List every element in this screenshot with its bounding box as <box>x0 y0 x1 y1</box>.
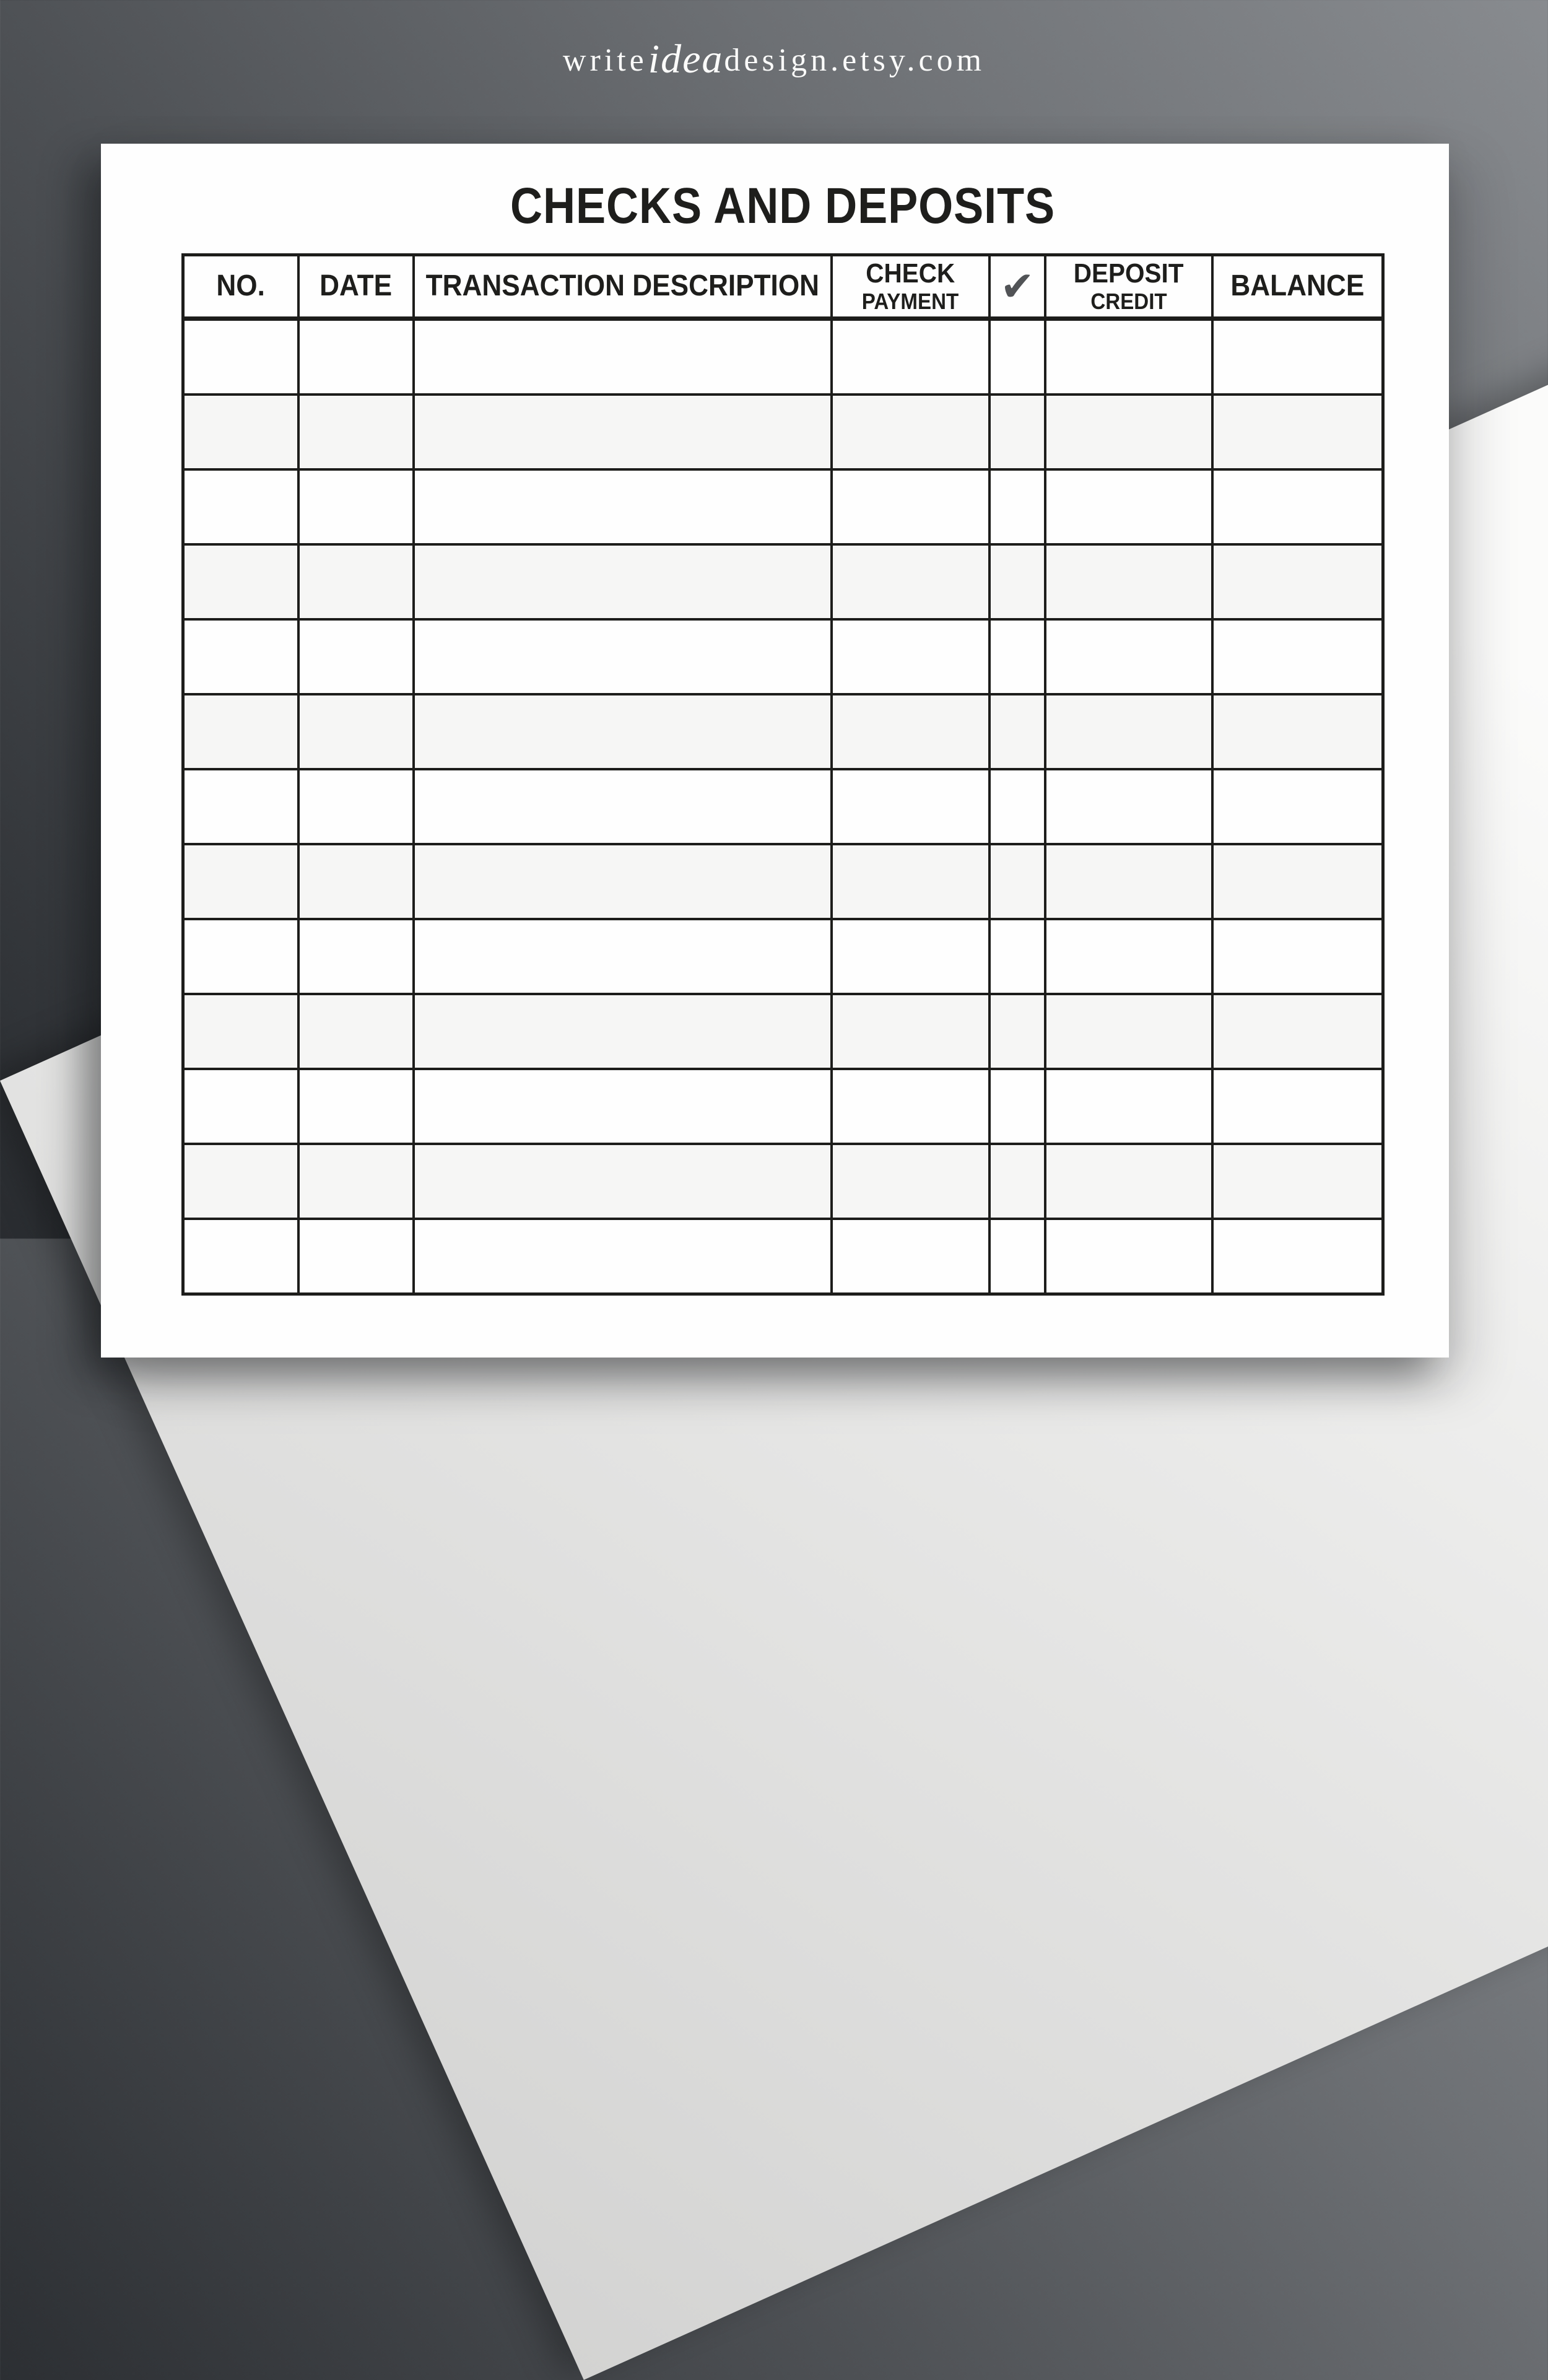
register-cell-deposit-credit <box>1046 471 1211 543</box>
register-cell-description <box>415 695 830 768</box>
register-cell-checkmark <box>991 1070 1044 1143</box>
column-header-no: NO. <box>185 256 297 318</box>
register-cell-check-payment <box>833 1145 988 1218</box>
watermark-script: idea <box>648 37 724 82</box>
register-cell-deposit-credit <box>1046 920 1211 993</box>
register-cell-date <box>300 1145 412 1218</box>
register-cell-description <box>415 396 830 468</box>
register-cell-checkmark <box>991 920 1044 993</box>
register-cell-date <box>300 546 412 618</box>
register-cell-date <box>300 770 412 843</box>
register-cell-deposit-credit <box>1046 845 1211 918</box>
register-cell-deposit-credit <box>1046 770 1211 843</box>
register-cell-description <box>415 770 830 843</box>
register-cell-check-payment <box>833 546 988 618</box>
register-cell-balance <box>1214 695 1381 768</box>
register-cell-balance <box>1214 396 1381 468</box>
register-cell-description <box>415 1220 830 1292</box>
register-cell-no <box>185 546 297 618</box>
register-cell-deposit-credit <box>1046 1145 1211 1218</box>
register-cell-date <box>300 1070 412 1143</box>
register-cell-no <box>185 396 297 468</box>
paper <box>101 144 1449 1358</box>
register-cell-checkmark <box>991 621 1044 693</box>
register-cell-check-payment <box>833 770 988 843</box>
register-cell-balance <box>1214 321 1381 393</box>
register-cell-description <box>415 995 830 1068</box>
register-cell-description <box>415 920 830 993</box>
register-cell-balance <box>1214 920 1381 993</box>
register-cell-deposit-credit <box>1046 1220 1211 1292</box>
register-cell-date <box>300 621 412 693</box>
register-cell-checkmark <box>991 546 1044 618</box>
register-cell-no <box>185 770 297 843</box>
register-cell-description <box>415 471 830 543</box>
watermark-prefix: write <box>562 43 648 78</box>
register-cell-description <box>415 321 830 393</box>
register-cell-checkmark <box>991 770 1044 843</box>
register-cell-check-payment <box>833 995 988 1068</box>
register-cell-deposit-credit <box>1046 1070 1211 1143</box>
register-cell-no <box>185 321 297 393</box>
watermark <box>0 37 1548 82</box>
register-cell-no <box>185 1145 297 1218</box>
column-header-deposit-credit: DEPOSIT CREDIT <box>1046 256 1211 318</box>
register-cell-no <box>185 1070 297 1143</box>
register-cell-no <box>185 920 297 993</box>
register-cell-description <box>415 845 830 918</box>
register-cell-date <box>300 1220 412 1292</box>
register-cell-checkmark <box>991 396 1044 468</box>
column-header-date: DATE <box>300 256 412 318</box>
register-cell-deposit-credit <box>1046 546 1211 618</box>
register-cell-checkmark <box>991 995 1044 1068</box>
register-cell-deposit-credit <box>1046 621 1211 693</box>
register-cell-no <box>185 621 297 693</box>
register-cell-date <box>300 471 412 543</box>
register-cell-balance <box>1214 621 1381 693</box>
register-cell-balance <box>1214 770 1381 843</box>
register-cell-balance <box>1214 546 1381 618</box>
register-cell-check-payment <box>833 845 988 918</box>
register-cell-balance <box>1214 845 1381 918</box>
register-cell-deposit-credit <box>1046 396 1211 468</box>
register-cell-description <box>415 621 830 693</box>
register-cell-no <box>185 845 297 918</box>
register-cell-no <box>185 471 297 543</box>
register-cell-check-payment <box>833 621 988 693</box>
column-header-cleared <box>991 256 1044 318</box>
column-header-balance: BALANCE <box>1214 256 1381 318</box>
register-cell-checkmark <box>991 845 1044 918</box>
register-cell-check-payment <box>833 1070 988 1143</box>
register-cell-balance <box>1214 1145 1381 1218</box>
page-title: CHECKS AND DEPOSITS <box>510 178 1056 234</box>
register-cell-date <box>300 695 412 768</box>
register-cell-date <box>300 321 412 393</box>
register-table <box>181 253 1385 1296</box>
register-cell-deposit-credit <box>1046 695 1211 768</box>
register-cell-check-payment <box>833 321 988 393</box>
register-cell-date <box>300 920 412 993</box>
register-cell-check-payment <box>833 471 988 543</box>
register-cell-checkmark <box>991 321 1044 393</box>
register-cell-checkmark <box>991 471 1044 543</box>
register-cell-checkmark <box>991 1145 1044 1218</box>
column-header-description: TRANSACTION DESCRIPTION <box>415 256 830 318</box>
register-cell-check-payment <box>833 695 988 768</box>
register-cell-no <box>185 995 297 1068</box>
register-cell-check-payment <box>833 920 988 993</box>
register-cell-no <box>185 695 297 768</box>
register-cell-date <box>300 396 412 468</box>
register-cell-check-payment <box>833 1220 988 1292</box>
register-cell-checkmark <box>991 1220 1044 1292</box>
register-cell-deposit-credit <box>1046 995 1211 1068</box>
register-cell-deposit-credit <box>1046 321 1211 393</box>
register-cell-balance <box>1214 471 1381 543</box>
register-cell-balance <box>1214 1070 1381 1143</box>
register-cell-balance <box>1214 1220 1381 1292</box>
register-cell-description <box>415 1070 830 1143</box>
register-cell-date <box>300 995 412 1068</box>
checkmark-icon: ✔ <box>1000 262 1035 310</box>
register-cell-checkmark <box>991 695 1044 768</box>
register-cell-check-payment <box>833 396 988 468</box>
register-cell-date <box>300 845 412 918</box>
register-cell-no <box>185 1220 297 1292</box>
watermark-suffix: design.etsy.com <box>724 43 986 78</box>
register-cell-description <box>415 1145 830 1218</box>
register-cell-balance <box>1214 995 1381 1068</box>
column-header-check-payment: CHECK PAYMENT <box>833 256 988 318</box>
register-cell-description <box>415 546 830 618</box>
